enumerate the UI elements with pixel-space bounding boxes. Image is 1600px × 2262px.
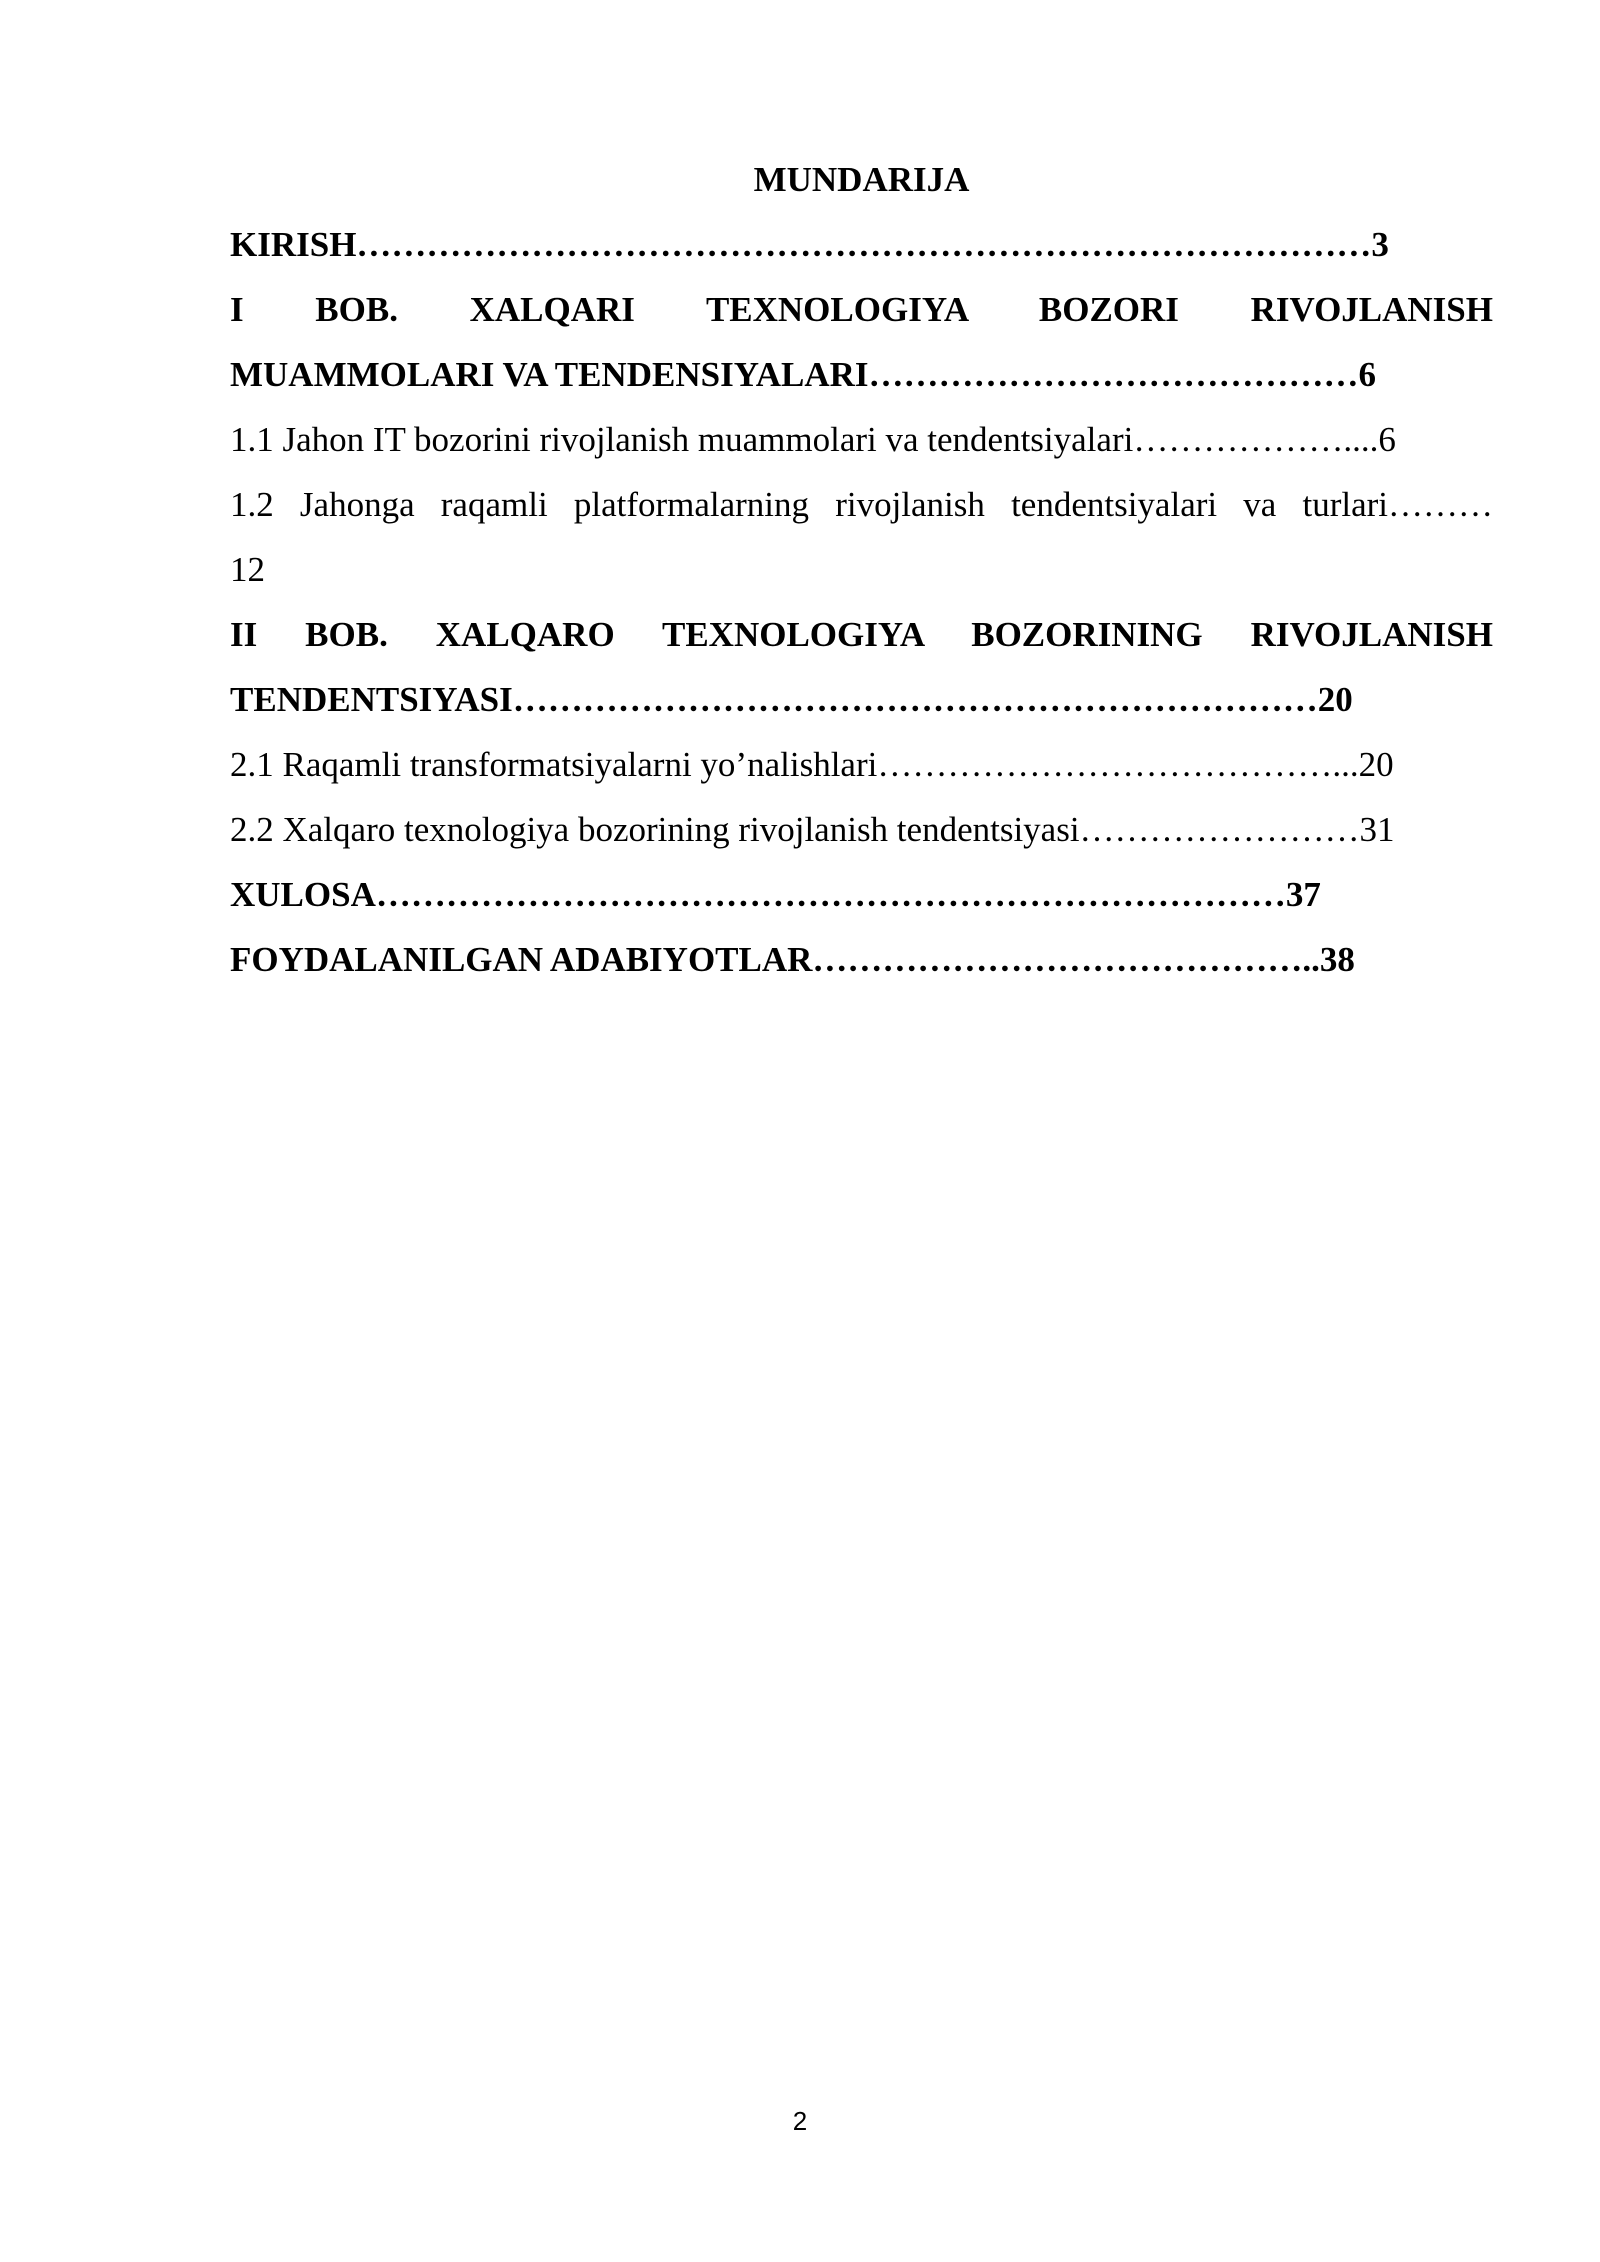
toc-entry-bob1-line2: MUAMMOLARI VA TENDENSIYALARI……………………………………6 [230,355,1377,394]
toc-entry-1-2-line1: 1.2 Jahonga raqamli platformalarning rivojlanish tendentsiyalari va turlari……… [230,485,1493,524]
toc-entry-1-1: 1.1 Jahon IT bozorini rivojlanish muammolari va tendentsiyalari………………....6 [230,420,1396,459]
toc-entry-2-1: 2.1 Raqamli transformatsiyalarni yo’nalishlari…………………………………...20 [230,745,1394,784]
toc-title: MUNDARIJA [753,160,970,199]
toc-entry-1-2-line2: 12 [230,550,265,589]
toc-entry-bob1-line1: I BOB. XALQARI TEXNOLOGIYA BOZORI RIVOJLANISH [230,290,1493,329]
toc-entry-kirish: KIRISH……………………………………………………………………………3 [230,225,1389,264]
page-number: 2 [792,2106,808,2136]
toc-entry-2-2: 2.2 Xalqaro texnologiya bozorining rivojlanish tendentsiyasi……………………31 [230,810,1395,849]
toc-entry-adabiyotlar: FOYDALANILGAN ADABIYOTLAR……………………………………..38 [230,940,1355,979]
toc-entry-xulosa: XULOSA……………………………………………………………………37 [230,875,1321,914]
toc-entry-bob2-line2: TENDENTSIYASI……………………………………………………………20 [230,680,1353,719]
toc-entry-bob2-line1: II BOB. XALQARO TEXNOLOGIYA BOZORINING RIVOJLANISH [230,615,1493,654]
table-of-contents [230,147,1493,992]
